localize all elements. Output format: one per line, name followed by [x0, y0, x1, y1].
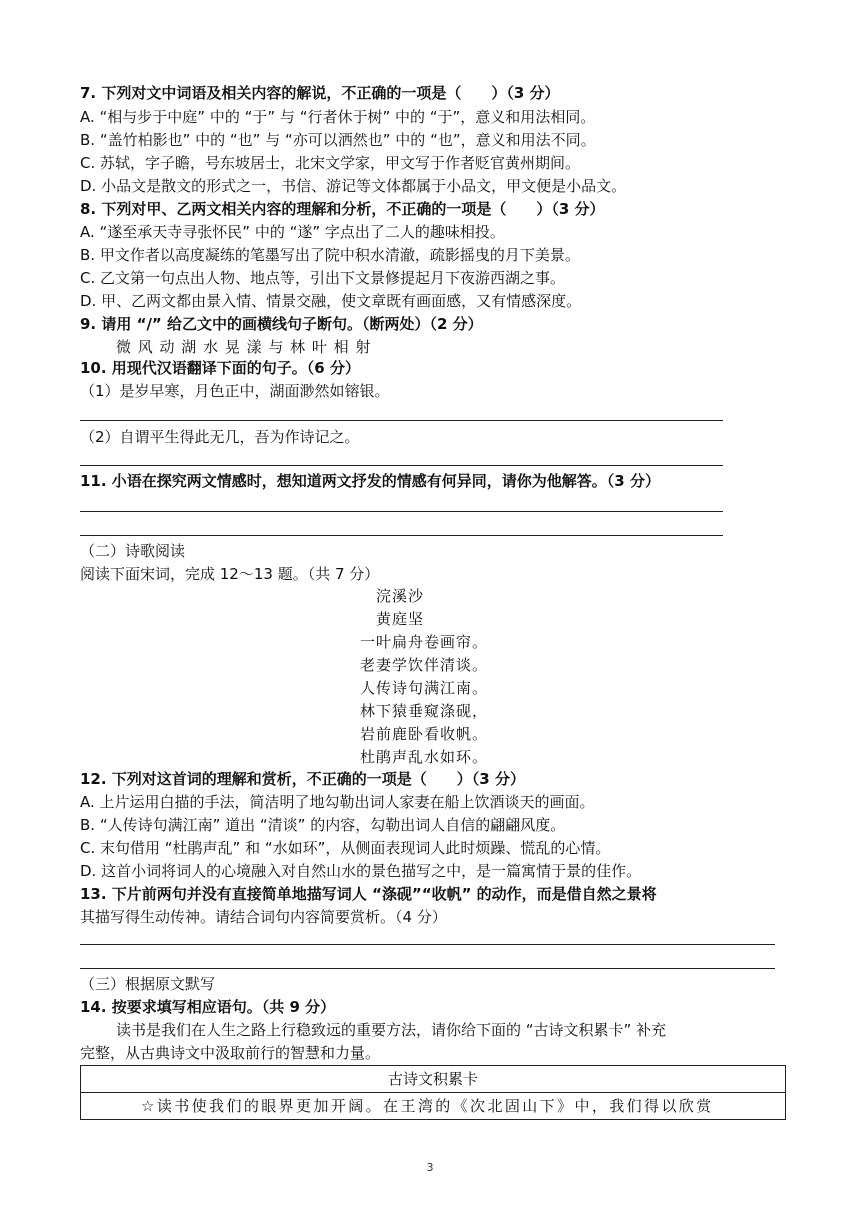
q7-stem: 7. 下列对文中词语及相关内容的解说，不正确的一项是（ ）（3 分） [80, 84, 560, 102]
section-3-heading: （三）根据原文默写 [80, 975, 216, 993]
q8-stem: 8. 下列对甲、乙两文相关内容的理解和分析，不正确的一项是（ ）（3 分） [80, 200, 605, 218]
q12-option-d: D. 这首小词将词人的心境融入对自然山水的景色描写之中，是一篇寓情于景的佳作。 [80, 862, 642, 880]
q14-paragraph-cont: 完整，从古典诗文中汲取前行的智慧和力量。 [80, 1044, 381, 1062]
accumulation-card [80, 1065, 786, 1120]
q14-paragraph: 读书是我们在人生之路上行稳致远的重要方法，请你给下面的 “古诗文积累卡” 补充 [116, 1021, 667, 1039]
q8-option-a: A. “遂至承天寺寻张怀民” 中的 “遂” 字点出了二人的趣味相投。 [80, 223, 505, 241]
poem-line: 老妻学饮伴清谈。 [360, 656, 489, 674]
answer-line [80, 420, 723, 421]
q8-option-c: C. 乙文第一句点出人物、地点等，引出下文景修提起月下夜游西湖之事。 [80, 269, 566, 287]
answer-line [80, 465, 723, 466]
card-title: 古诗文积累卡 [81, 1066, 785, 1093]
q9-sentence: 微 风 动 湖 水 晃 漾 与 林 叶 相 射 [116, 338, 372, 356]
q12-option-c: C. 末句借用 “杜鹃声乱” 和 “水如环”，从侧面表现词人此时烦躁、慌乱的心情。 [80, 839, 611, 857]
poem-line: 杜鹃声乱水如环。 [360, 748, 489, 766]
poem-line: 岩前鹿卧看收帆。 [360, 725, 489, 743]
q13-stem-cont: 其描写得生动传神。请结合词句内容简要赏析。（4 分） [80, 908, 447, 926]
poem-line: 一叶扁舟卷画帘。 [360, 633, 489, 651]
q10-sentence-2: （2）自谓平生得此无几，吾为作诗记之。 [80, 428, 360, 446]
q12-stem: 12. 下列对这首词的理解和赏析，不正确的一项是（ ）（3 分） [80, 770, 525, 788]
answer-line [80, 511, 723, 512]
page-number: 3 [426, 1161, 434, 1174]
q12-option-b: B. “人传诗句满江南” 道出 “清谈” 的内容，勾勒出词人自信的翩翩风度。 [80, 816, 566, 834]
q7-option-b: B. “盖竹柏影也” 中的 “也” 与 “亦可以洒然也” 中的 “也”，意义和用法不同。 [80, 131, 596, 149]
poem-line: 林下猿垂窥涤砚， [360, 702, 489, 720]
q12-option-a: A. 上片运用白描的手法，简洁明了地勾勒出词人家妻在船上饮酒谈天的画面。 [80, 793, 595, 811]
answer-line [80, 944, 775, 945]
poem-author: 黄庭坚 [376, 610, 425, 628]
poem-line: 人传诗句满江南。 [360, 679, 489, 697]
q7-option-c: C. 苏轼，字子瞻，号东坡居士，北宋文学家，甲文写于作者贬官黄州期间。 [80, 154, 581, 172]
q9-stem: 9. 请用 “/” 给乙文中的画横线句子断句。（断两处）（2 分） [80, 315, 483, 333]
q7-option-d: D. 小品文是散文的形式之一，书信、游记等文体都属于小品文，甲文便是小品文。 [80, 177, 627, 195]
q11-stem: 11. 小语在探究两文情感时，想知道两文抒发的情感有何异同，请你为他解答。（3 分） [80, 472, 660, 490]
answer-line [80, 968, 775, 969]
q7-option-a: A. “相与步于中庭” 中的 “于” 与 “行者休于树” 中的 “于”，意义和用法相同。 [80, 108, 596, 126]
q14-stem: 14. 按要求填写相应语句。（共 9 分） [80, 998, 336, 1016]
section-2-heading: （二）诗歌阅读 [80, 542, 186, 560]
poem-title: 浣溪沙 [376, 587, 425, 605]
q10-stem: 10. 用现代汉语翻译下面的句子。（6 分） [80, 359, 360, 377]
q8-option-b: B. 甲文作者以高度凝练的笔墨写出了院中积水清澈，疏影摇曳的月下美景。 [80, 246, 580, 264]
q10-sentence-1: （1）是岁早寒，月色正中，湖面渺然如镕银。 [80, 382, 390, 400]
card-content: ☆读书使我们的眼界更加开阔。在王湾的《次北固山下》中，我们得以欣赏 [141, 1097, 714, 1115]
answer-line [80, 535, 723, 536]
q8-option-d: D. 甲、乙两文都由景入情、情景交融，使文章既有画面感，又有情感深度。 [80, 292, 582, 310]
q13-stem: 13. 下片前两句并没有直接简单地描写词人 “涤砚”“收帆” 的动作，而是借自然之景将 [80, 885, 657, 903]
section-2-intro: 阅读下面宋词，完成 12～13 题。（共 7 分） [80, 565, 380, 583]
